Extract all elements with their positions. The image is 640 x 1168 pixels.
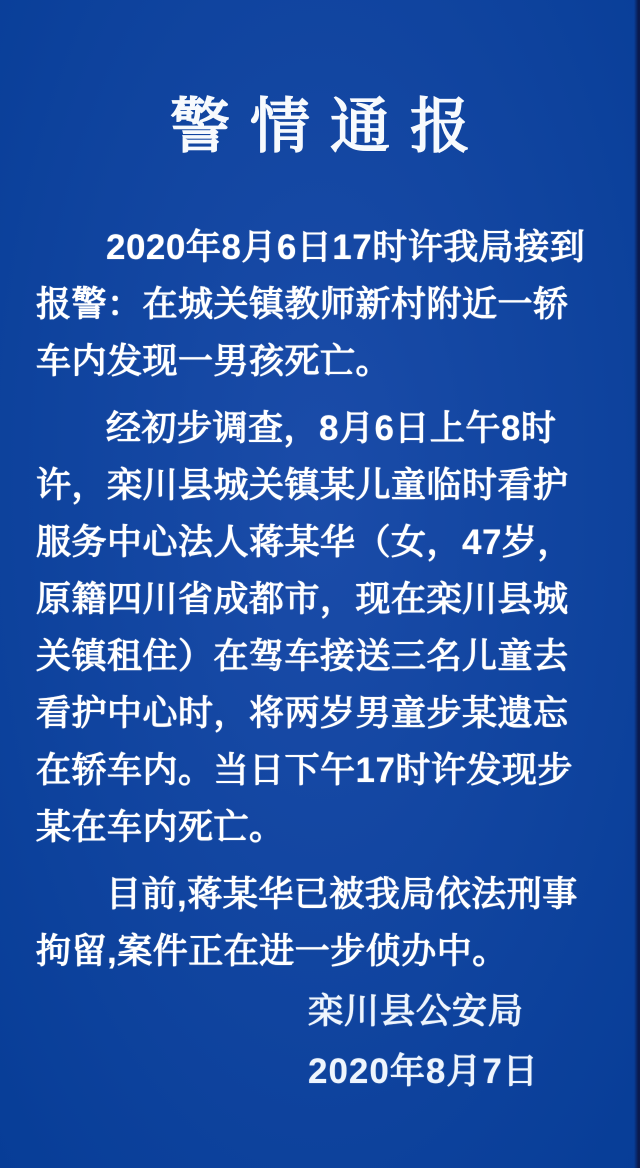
notice-body [36,219,596,990]
issue-date: 2020年8月7日 [308,1052,539,1091]
notice-paragraph-investigation: 经初步调查，8月6日上午8时许，栾川县城关镇某儿童临时看护服务中心法人蒋某华（女，47岁，原籍四川省成都市，现在栾川县城关镇租住）在驾车接送三名儿童去看护中心时，将两岁男童步某遗忘在轿车内。当日下午17时许发现步某在车内死亡。 [36,409,573,847]
signature-block [308,982,539,1102]
notice-title: 警情通报 [170,94,490,160]
notice-paragraph-report: 2020年8月6日17时许我局接到报警：在城关镇教师新村附近一轿车内发现一男孩死亡。 [36,228,586,381]
right-edge-shadow [634,0,640,1168]
notice-paragraph-status: 目前,蒋某华已被我局依法刑事拘留,案件正在进一步侦办中。 [36,875,578,971]
issuing-authority: 栾川县公安局 [308,992,525,1031]
